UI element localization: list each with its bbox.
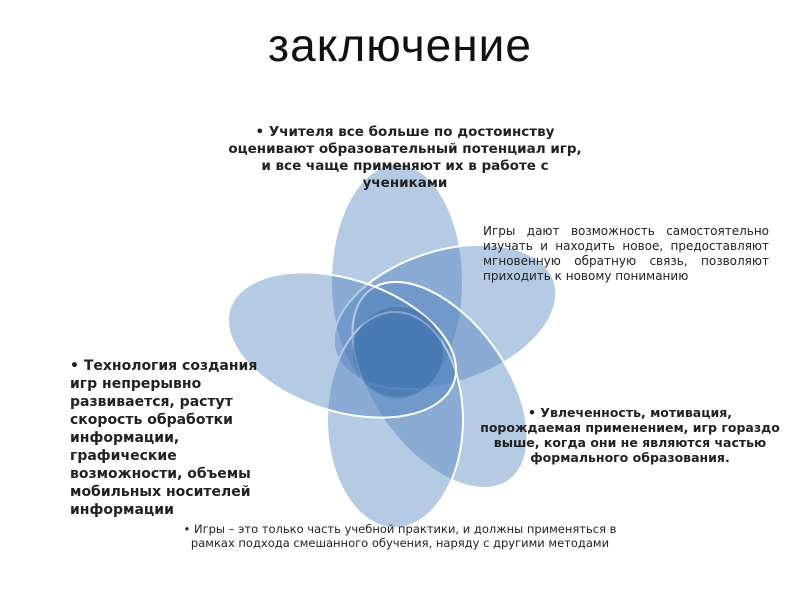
page-title: заключение <box>268 19 532 71</box>
text-left: • Технология создания игр непрерывно развивается, растут скорость обработки информации, графические возможности, объемы мобильных носителей информации <box>70 358 258 518</box>
text-lower-right: • Увлеченность, мотивация, порождаемая применением, игр гораздо выше, когда они не являются частью формального образования. <box>480 405 780 465</box>
text-right: Игры дают возможность самостоятельно изучать и находить новое, предоставляют мгновенную обратную связь, позволяют приходить к новому пониманию <box>483 224 769 283</box>
text-top: • Учителя все больше по достоинству оценивают образовательный потенциал игр, и все чаще применяют их в работе с учениками <box>228 124 582 191</box>
text-bottom: • Игры – это только часть учебной практики, и должны применяться в рамках подхода смешанного обучения, наряду с другими методами <box>183 522 617 550</box>
diagram-center <box>353 307 443 397</box>
